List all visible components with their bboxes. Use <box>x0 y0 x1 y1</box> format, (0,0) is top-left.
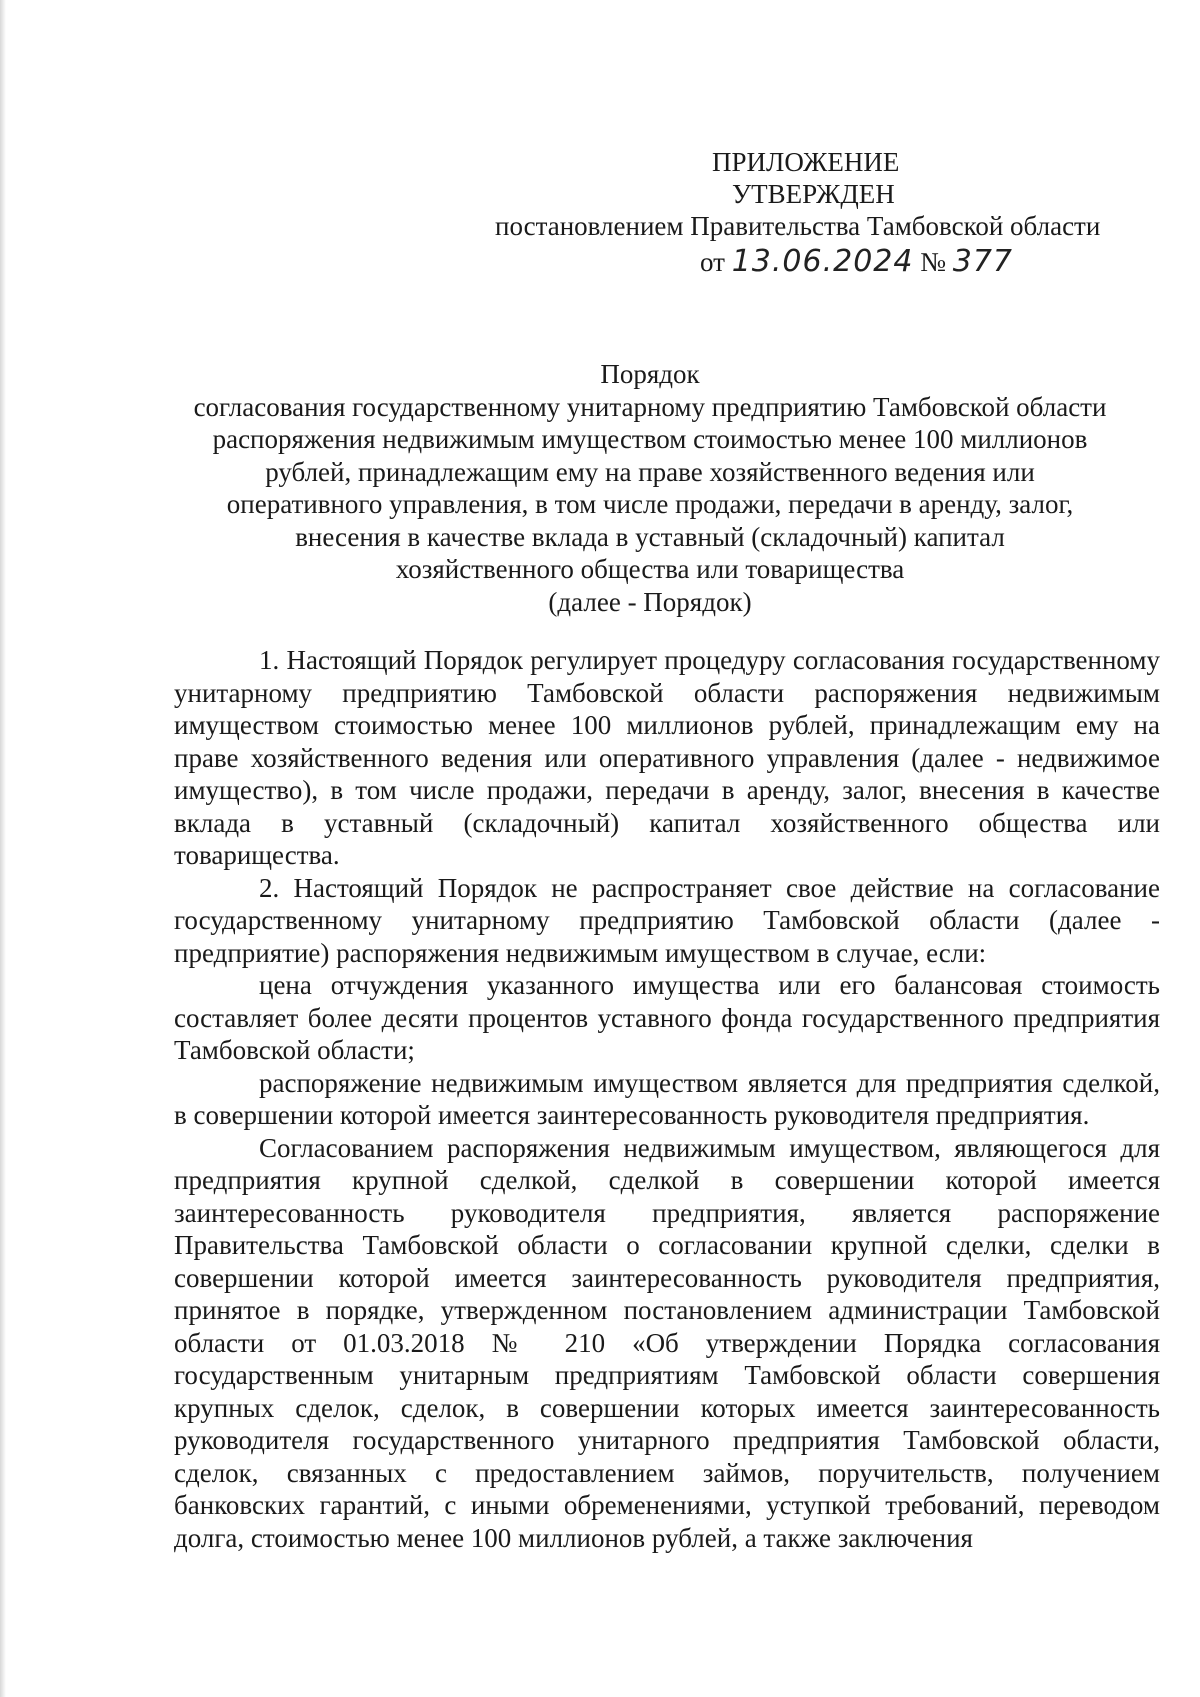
paragraph-3: Согласованием распоряжения недвижимым имуществом, являющегося для предприятия крупной сделкой, сделкой в совершении которой имеется заинтересованность руководителя предприятия, является распоряжение Правительства Тамбовской области о согласовании крупной сделки, сделки в совершении которой имеется заинтересованность руководителя предприятия, принятое в порядке, утвержденном постановлением администрации Тамбовской области от 01.03.2018 № 210 «Об утверждении Порядка согласования государственным унитарным предприятиям Тамбовской области совершения крупных сделок, сделок, в совершении которых имеется заинтересованность руководителя государственного унитарного предприятия Тамбовской области, сделок, связанных с предоставлением займов, поручительств, получением банковских гарантий, с иными обременениями, уступкой требований, переводом долга, стоимостью менее 100 миллионов рублей, а также заключения <box>174 1132 1160 1553</box>
paragraph-2: 2. Настоящий Порядок не распространяет свое действие на согласование государственному унитарному предприятию Тамбовской области (далее - предприятие) распоряжения недвижимым имуществом в случае, если: <box>174 872 1160 968</box>
handwritten-number: 377 <box>952 244 1014 279</box>
title-line: согласования государственному унитарному предприятию Тамбовской области <box>193 391 1107 422</box>
decree-date-number <box>700 246 1150 278</box>
title-line: хозяйственного общества или товарищества <box>395 554 905 584</box>
document-body <box>174 644 1160 1554</box>
scan-edge-shadow <box>0 0 6 1697</box>
title-line: внесения в качестве вклада в уставный (складочный) капитал <box>295 521 1005 552</box>
paragraph-1: 1. Настоящий Порядок регулирует процедуру согласования государственному унитарному предприятию Тамбовской области распоряжения недвижимым имуществом стоимостью менее 100 миллионов рублей, принадлежащим ему на праве хозяйственного ведения или оперативного управления (далее - недвижимое имущество), в том числе продажи, передачи в аренду, залог, внесения в качестве вклада в уставный (складочный) капитал хозяйственного общества или товарищества. <box>174 645 1160 870</box>
approval-stamp-block <box>470 146 1150 278</box>
paragraph-2-condition-2: распоряжение недвижимым имуществом является для предприятия сделкой, в совершении которой имеется заинтересованность руководителя предприятия. <box>174 1067 1160 1130</box>
handwritten-date: 13.06.2024 <box>731 244 914 279</box>
decree-reference: постановлением Правительства Тамбовской области <box>495 211 1101 241</box>
date-prefix: от <box>700 247 725 277</box>
paragraph-2-condition-1: цена отчуждения указанного имущества или его балансовая стоимость составляет более десяти процентов уставного фонда государственного предприятия Тамбовской области; <box>174 970 1160 1065</box>
title-line: рублей, принадлежащим ему на праве хозяйственного ведения или <box>265 456 1035 487</box>
title-line: распоряжения недвижимым имуществом стоимостью менее 100 миллионов <box>212 424 1088 454</box>
title-line: (далее - Порядок) <box>548 586 752 617</box>
appendix-label: ПРИЛОЖЕНИЕ <box>712 147 900 177</box>
document-title <box>170 358 1130 618</box>
title-line: оперативного управления, в том числе продажи, передачи в аренду, залог, <box>226 489 1074 519</box>
number-sign: № <box>920 247 946 277</box>
document-name: Порядок <box>600 359 700 389</box>
approved-label: УТВЕРЖДЕН <box>732 179 895 209</box>
